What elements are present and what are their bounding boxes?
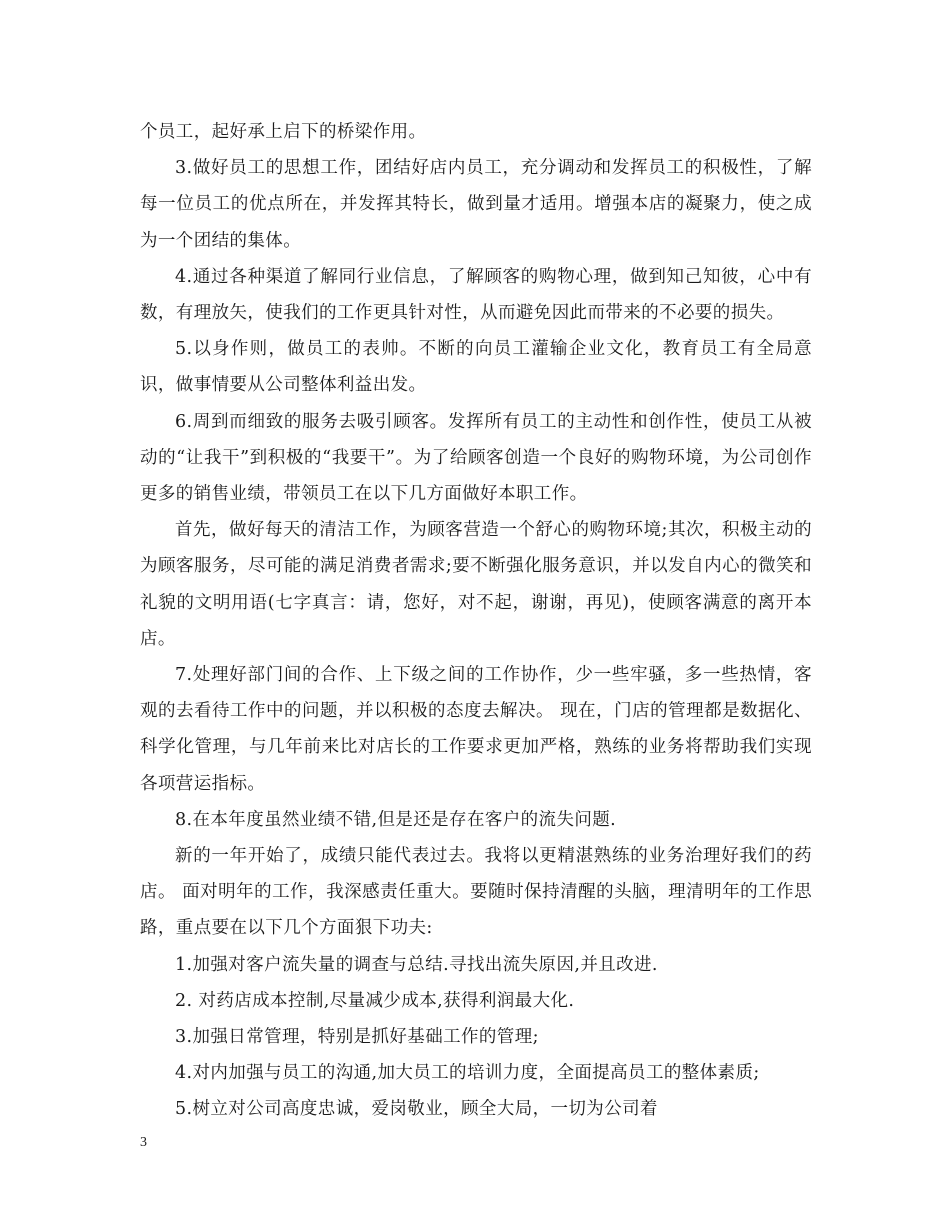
plan-item-5: 5.树立对公司高度忠诚，爱岗敬业，顾全大局，一切为公司着 bbox=[175, 1099, 658, 1120]
page-number: 3 bbox=[140, 1135, 147, 1150]
paragraph-service-details: 首先，做好每天的清洁工作，为顾客营造一个舒心的购物环境;其次，积极主动的为顾客服务，尽可能的满足消费者需求;要不断强化服务意识，并以发自内心的微笑和礼貌的文明用语(七字真言：请，您好，对不起，谢谢，再见)，使顾客满意的离开本店。 bbox=[140, 520, 812, 649]
document-body bbox=[140, 114, 812, 1128]
plan-item-3: 3.加强日常管理，特别是抓好基础工作的管理; bbox=[175, 1027, 539, 1048]
plan-item-1: 1.加强对客户流失量的调查与总结.寻找出流失原因,并且改进. bbox=[175, 954, 658, 975]
paragraph-new-year: 新的一年开始了，成绩只能代表过去。我将以更精湛熟练的业务治理好我们的药店。 面对明年的工作，我深感责任重大。要随时保持清醒的头脑，理清明年的工作思路，重点要在以下几个方面狠下功夫: bbox=[140, 846, 812, 939]
paragraph-item-3: 3.做好员工的思想工作，团结好店内员工，充分调动和发挥员工的积极性，了解每一位员工的优点所在，并发挥其特长，做到量才适用。增强本店的凝聚力，使之成为一个团结的集体。 bbox=[140, 158, 812, 251]
plan-item-4: 4.对内加强与员工的沟通,加大员工的培训力度，全面提高员工的整体素质; bbox=[175, 1063, 760, 1084]
paragraph-item-4: 4.通过各种渠道了解同行业信息，了解顾客的购物心理，做到知己知彼，心中有数，有理放矢，使我们的工作更具针对性，从而避免因此而带来的不必要的损失。 bbox=[140, 266, 812, 324]
paragraph-item-6: 6.周到而细致的服务去吸引顾客。发挥所有员工的主动性和创作性，使员工从被动的“让我干”到积极的“我要干”。为了给顾客创造一个良好的购物环境，为公司创作更多的销售业绩，带领员工在以下几方面做好本职工作。 bbox=[140, 411, 812, 505]
paragraph-item-8: 8.在本年度虽然业绩不错,但是还是存在客户的流失问题. bbox=[175, 809, 617, 830]
paragraph-continuation: 个员工，起好承上启下的桥梁作用。 bbox=[140, 122, 427, 142]
plan-item-2: 2. 对药店成本控制,尽量减少成本,获得利润最大化. bbox=[175, 990, 575, 1011]
paragraph-item-7: 7.处理好部门间的合作、上下级之间的工作协作，少一些牢骚，多一些热情，客观的去看待工作中的问题，并以积极的态度去解决。 现在，门店的管理都是数据化、科学化管理，与几年前来比对店长的工作要求更加严格，熟练的业务将帮助我们实现各项营运指标。 bbox=[140, 665, 812, 794]
paragraph-item-5: 5.以身作则，做员工的表帅。不断的向员工灌输企业文化，教育员工有全局意识，做事情要从公司整体利益出发。 bbox=[140, 339, 812, 396]
